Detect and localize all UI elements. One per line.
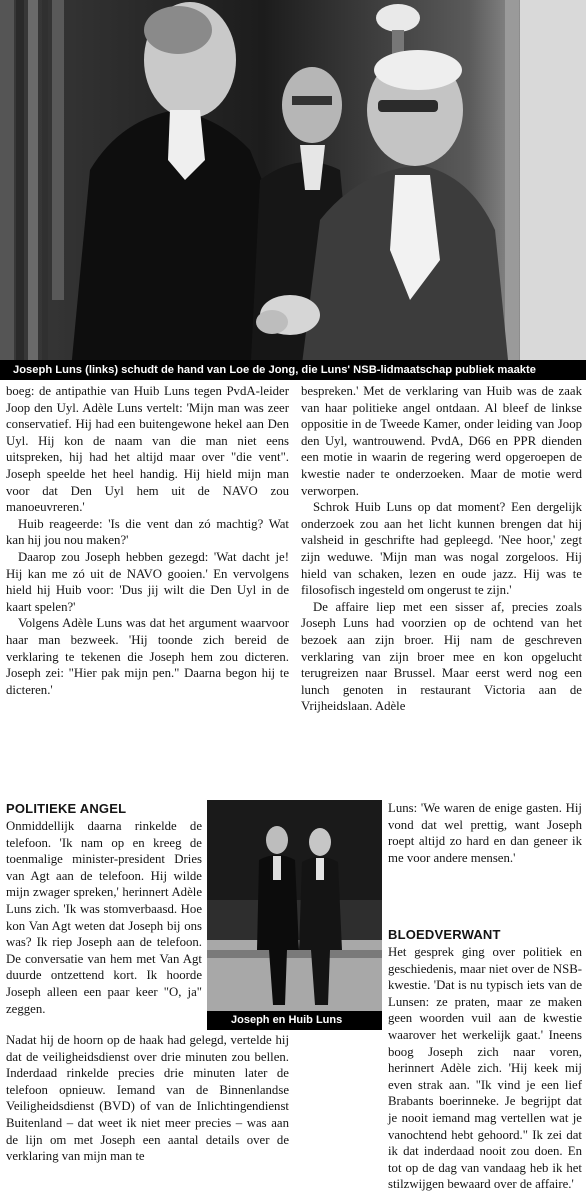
- left-paragraph-2: Huib reageerde: 'Is die vent dan zó machtig? Wat kan hij jou nou maken?': [6, 516, 289, 548]
- right-column-lower: [388, 926, 582, 1193]
- subhead-bloedverwant: BLOEDVERWANT: [388, 927, 501, 942]
- left-column-lower: [6, 800, 202, 1017]
- right-paragraph-3-tail: Luns: 'We waren de enige gasten. Hij vond dat wel prettig, want Joseph roept altijd zo hard en dan geneer ik me voor andere mensen.': [388, 801, 582, 865]
- left-paragraph-5-tail: Nadat hij de hoorn op de haak had gelegd, vertelde hij dat de veiligheidsdienst over drie minuten zou bellen. Inderdaad rinkelde precies drie minuten later de telefoon opnieuw. Iemand van de Binnenlandse Veiligheidsdienst (BVD) of van de Inlichtingendienst Buitenland – dat weet ik niet meer precies – was aan de lijn om met Joseph een aantal details over de verklaring van mijn man te: [6, 1033, 289, 1164]
- right-paragraph-3: De affaire liep met een sisser af, precies zoals Joseph Luns had voorzien op de ochtend van het bezoek aan zijn broer. Hij nam de geschreven verklaring van zijn broer mee en kon opgelucht terugreizen naar Brussel. Maar eerst werd nog een lunch genoten in restaurant Victoria aan de Vrijheidslaan. Adèle: [301, 599, 582, 714]
- brothers-photo-image: [207, 800, 382, 1030]
- left-column-upper: [6, 383, 289, 698]
- right-paragraph-4: Het gesprek ging over politiek en geschiedenis, maar niet over de NSB-kwestie. 'Dat is nu typisch iets van de Lunsen: ze praten, maar ze maken geen woorden vuil aan de kwestie waarover het werkelijk gaat.' Ineens boog Joseph zich naar voren, herinnert Adèle zich. 'Hij keek mij even strak aan. "Ik vind je een lief Brabants boerinneke. Je begrijpt dat je nooit iemand mag vertellen wat je vanochtend hebt gehoord." Ik zei dat ik dat inderdaad nooit zou doen. En tot op de dag van vandaag heb ik het stilzwijgen bewaard over de affaire.': [388, 945, 582, 1192]
- left-paragraph-3: Daarop zou Joseph hebben gezegd: 'Wat dacht je! Hij kan me zó uit de NAVO gooien.' En vervolgens hield hij Huib voor: 'Dus jij wilt die Den Uyl in de kaart spelen?': [6, 549, 289, 614]
- inset-photo-caption: Joseph en Huib Luns: [207, 1011, 382, 1030]
- right-paragraph-1: bespreken.' Met de verklaring van Huib was de zaak van haar politieke angel ontdaan. Al bleef de linkse oppositie in de Tweede Kamer, onder leiding van Joop den Uyl, wantrouwend. PvdA, D66 en PPR dienden een motie in waarin de regering werd opgeroepen de kwestie nader te onderzoeken. Maar de motie werd verworpen.: [301, 384, 582, 498]
- subhead-politieke-angel: POLITIEKE ANGEL: [6, 801, 127, 816]
- top-photograph: [0, 0, 586, 380]
- top-photo-caption: Joseph Luns (links) schudt de hand van Loe de Jong, die Luns' NSB-lidmaatschap publiek maakte: [0, 360, 586, 380]
- right-column-upper: [301, 383, 582, 715]
- inset-photograph: [207, 800, 382, 1030]
- right-paragraph-2: Schrok Huib Luns op dat moment? Een dergelijk onderzoek zou aan het licht kunnen brengen dat hij valsheid in geschrifte had gepleegd. 'Nee hoor,' zegt zijn weduwe. 'Mijn man was nogal zorgeloos. Hij hield van schaken, lezen en oude jazz. Hij was te filosofisch ingesteld om ongerust te zijn.': [301, 500, 582, 598]
- handshake-photo-image: [0, 0, 586, 380]
- left-paragraph-1: boeg: de antipathie van Huib Luns tegen PvdA-leider Joop den Uyl. Adèle Luns vertelt: 'Mijn man was zeer conservatief. Hij had een buitengewone hekel aan Den Uyl. Hij kon de naam van die man niet eens uitspreken, hij had het altijd maar over "die vent". Joseph speelde het heel handig. Hij hield mijn man voor dat Den Uyl hem uit de NAVO zou manoeuvreren.': [6, 384, 289, 515]
- right-column-middle: [388, 800, 582, 866]
- left-paragraph-4: Volgens Adèle Luns was dat het argument waarvoor haar man bezweek. 'Hij toonde zich bereid de verklaring te tekenen die Joseph hem zou dicteren. Joseph zei: "Hier pak mijn pen." Daarna begon hij te dicteren.': [6, 616, 289, 697]
- left-column-tail: [6, 1032, 289, 1165]
- left-paragraph-5: Onmiddellijk daarna rinkelde de telefoon. 'Ik nam op en kreeg de toenmalige minister-president Dries van Agt aan de telefoon. Hij wilde mijn zwager spreken,' herinnert Adèle Luns zich. 'Ik was stomverbaasd. Hoe kon Van Agt weten dat Joseph bij ons was? Ik riep Joseph aan de telefoon. De conversatie van hem met Van Agt duurde ontzettend kort. Ik hoorde Joseph alleen een paar keer "O, ja" zeggen.: [6, 819, 202, 1016]
